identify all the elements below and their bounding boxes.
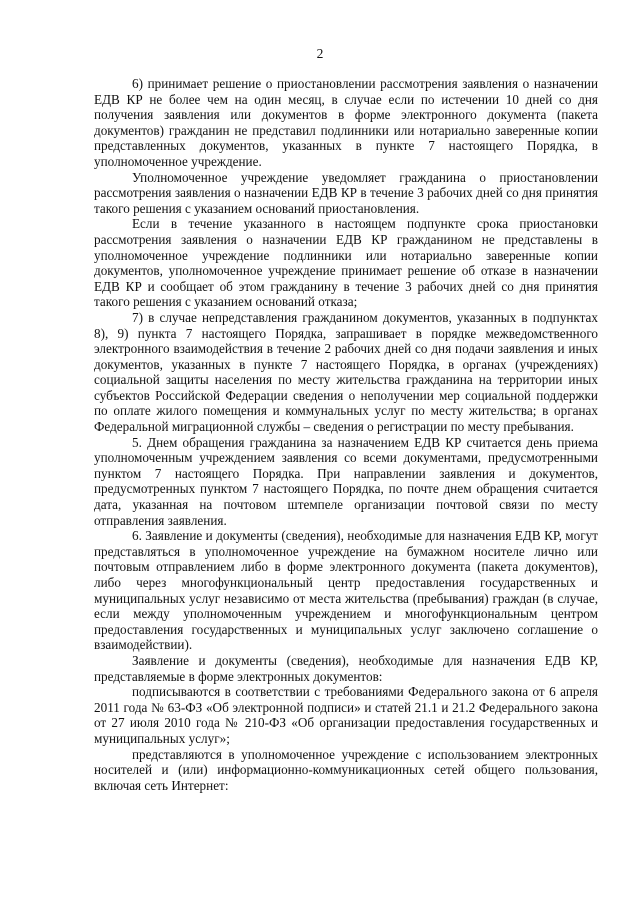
document-body bbox=[94, 76, 598, 793]
page-number: 2 bbox=[316, 46, 324, 61]
paragraph-refusal: Если в течение указанного в настоящем подпункте срока приостановки рассмотрения заявления о назначении ЕДВ КР гражданином не представлены в уполномоченное учреждение подлинники или нотариально заверенные копии документов, уполномоченное учреждение принимает решение об отказе в назначении ЕДВ КР и сообщает об этом гражданину в течение 3 рабочих дней со дня принятия такого решения с указанием оснований отказа; bbox=[94, 216, 598, 310]
paragraph-submission: представляются в уполномоченное учреждение с использованием электронных носителей и (или) информационно-коммуникационных сетей общего пользования, включая сеть Интернет: bbox=[94, 746, 598, 793]
paragraph-item-5: 5. Днем обращения гражданина за назначением ЕДВ КР считается день приема уполномоченным учреждением заявления со всеми документами, предусмотренными пунктом 7 настоящего Порядка. При направлении заявления и документов, предусмотренных пунктом 7 настоящего Порядка, по почте днем обращения считается дата, указанная на почтовом штемпеле организации почтовой связи по месту отправления заявления. bbox=[94, 434, 598, 528]
paragraph-signing: подписываются в соответствии с требованиями Федерального закона от 6 апреля 2011 года № 63-ФЗ «Об электронной подписи» и статей 21.1 и 21.2 Федерального закона от 27 июля 2010 года № 210-ФЗ «Об организации предоставления государственных и муниципальных услуг»; bbox=[94, 684, 598, 746]
paragraph-subitem-6: 6) принимает решение о приостановлении рассмотрения заявления о назначении ЕДВ КР не более чем на один месяц, в случае если по истечении 10 дней со дня получения заявления или документов в форме электронного документа (пакета документов) гражданин не представил подлинники или нотариально заверенные копии представленных документов, указанных в пункте 7 настоящего Порядка, в уполномоченное учреждение. bbox=[94, 76, 598, 169]
paragraph-notification-suspension: Уполномоченное учреждение уведомляет гражданина о приостановлении рассмотрения заявления о назначении ЕДВ КР в течение 3 рабочих дней со дня принятия такого решения с указанием оснований приостановления. bbox=[94, 169, 598, 216]
paragraph-subitem-7: 7) в случае непредставления гражданином документов, указанных в подпунктах 8), 9) пункта 7 настоящего Порядка, запрашивает в порядке межведомственного электронного взаимодействия в течение 2 рабочих дней со дня подачи заявления и иных документов, указанных в пункте 7 настоящего Порядка, в органах (учреждениях) социальной защиты населения по месту жительства гражданина на территории иных субъектов Российской Федерации сведения о неполучении мер социальной поддержки по оплате жилого помещения и коммунальных услуг по месту жительства; в органах Федеральной миграционной службы – сведения о регистрации по месту пребывания. bbox=[94, 309, 598, 435]
paragraph-electronic-documents: Заявление и документы (сведения), необходимые для назначения ЕДВ КР, представляемые в форме электронных документов: bbox=[94, 652, 598, 684]
paragraph-item-6: 6. Заявление и документы (сведения), необходимые для назначения ЕДВ КР, могут представляться в уполномоченное учреждение на бумажном носителе лично или почтовым отправлением либо в форме электронного документа (пакета документов), либо через многофункциональный центр предоставления государственных и муниципальных услуг независимо от места жительства (пребывания) граждан (в случае, если между уполномоченным учреждением и многофункциональным центром предоставления государственных и муниципальных услуг заключено соглашение о взаимодействии). bbox=[94, 528, 598, 653]
